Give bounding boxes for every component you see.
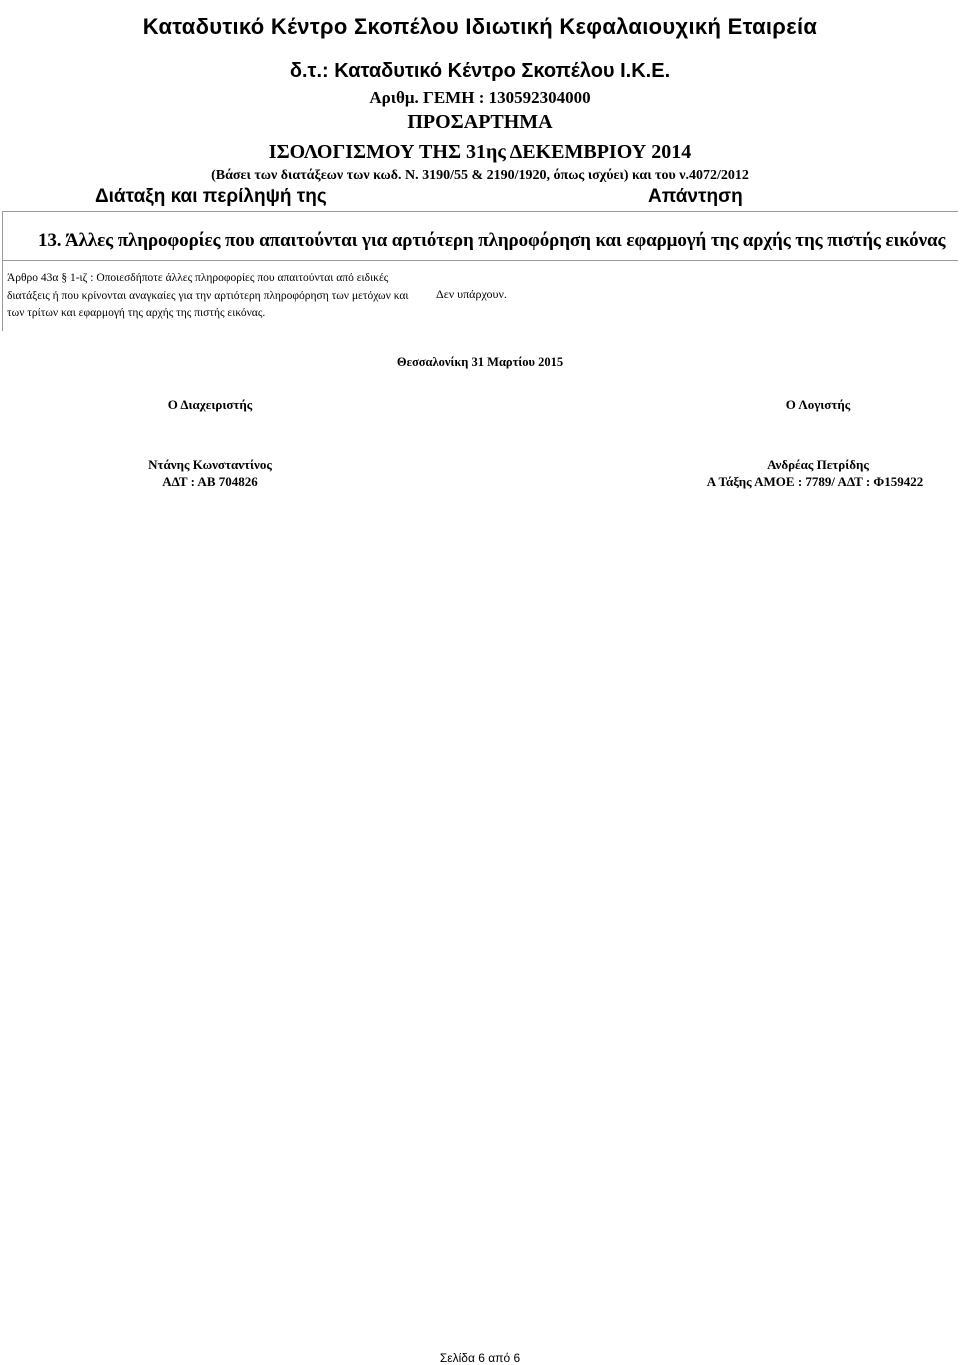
administrator-id: ΑΔΤ : ΑΒ 704826 (162, 474, 258, 489)
left-border-rule (2, 261, 3, 331)
distinctive-title: δ.τ.: Καταδυτικό Κέντρο Σκοπέλου Ι.Κ.Ε. (289, 60, 671, 82)
administrator-name: Ντάνης Κωνσταντίνος (148, 457, 272, 472)
answer-text: Δεν υπάρχουν. (436, 287, 507, 301)
accountant-role: Ο Λογιστής (785, 397, 851, 412)
column-header-provision: Διάταξη και περίληψή της (95, 186, 327, 207)
gemi-number: Αριθμ. ΓΕΜΗ : 130592304000 (369, 88, 591, 107)
place-date: Θεσσαλονίκη 31 Μαρτίου 2015 (396, 355, 564, 369)
company-name: Καταδυτικό Κέντρο Σκοπέλου Ιδιωτική Κεφαλαιουχική Εταιρεία (142, 14, 818, 39)
balance-sheet-title: ΙΣΟΛΟΓΙΣΜΟΥ ΤΗΣ 31ης ΔΕΚΕΜΒΡΙΟΥ 2014 (268, 141, 692, 163)
column-header-answer: Απάντηση (648, 186, 743, 207)
appendix-title: ΠΡΟΣΑΡΤΗΜΑ (407, 111, 553, 133)
administrator-role: Ο Διαχειριστής (167, 397, 253, 412)
accountant-id: Α Τάξης ΑΜΟΕ : 7789/ ΑΔΤ : Φ159422 (706, 474, 924, 489)
article-text: Άρθρο 43α § 1-ιζ : Οποιεσδήποτε άλλες πληροφορίες που απαιτούνται από ειδικές διατάξεις ή που κρίνονται αναγκαίες για την αρτιότερη πληροφόρηση των μετόχων και των τρίτων και εφαρμογή της αρχής της πιστής εικόνας. (7, 272, 409, 319)
accountant-name: Ανδρέας Πετρίδης (767, 457, 869, 472)
section-title: 13. Άλλες πληροφορίες που απαιτούνται για αρτιότερη πληροφόρηση και εφαρμογή της αρχής της πιστής εικόνας (38, 230, 946, 251)
page-number: Σελίδα 6 από 6 (439, 1351, 521, 1365)
legal-basis: (Βάσει των διατάξεων των κωδ. Ν. 3190/55 & 2190/1920, όπως ισχύει) και του ν.4072/2012 (211, 168, 749, 183)
